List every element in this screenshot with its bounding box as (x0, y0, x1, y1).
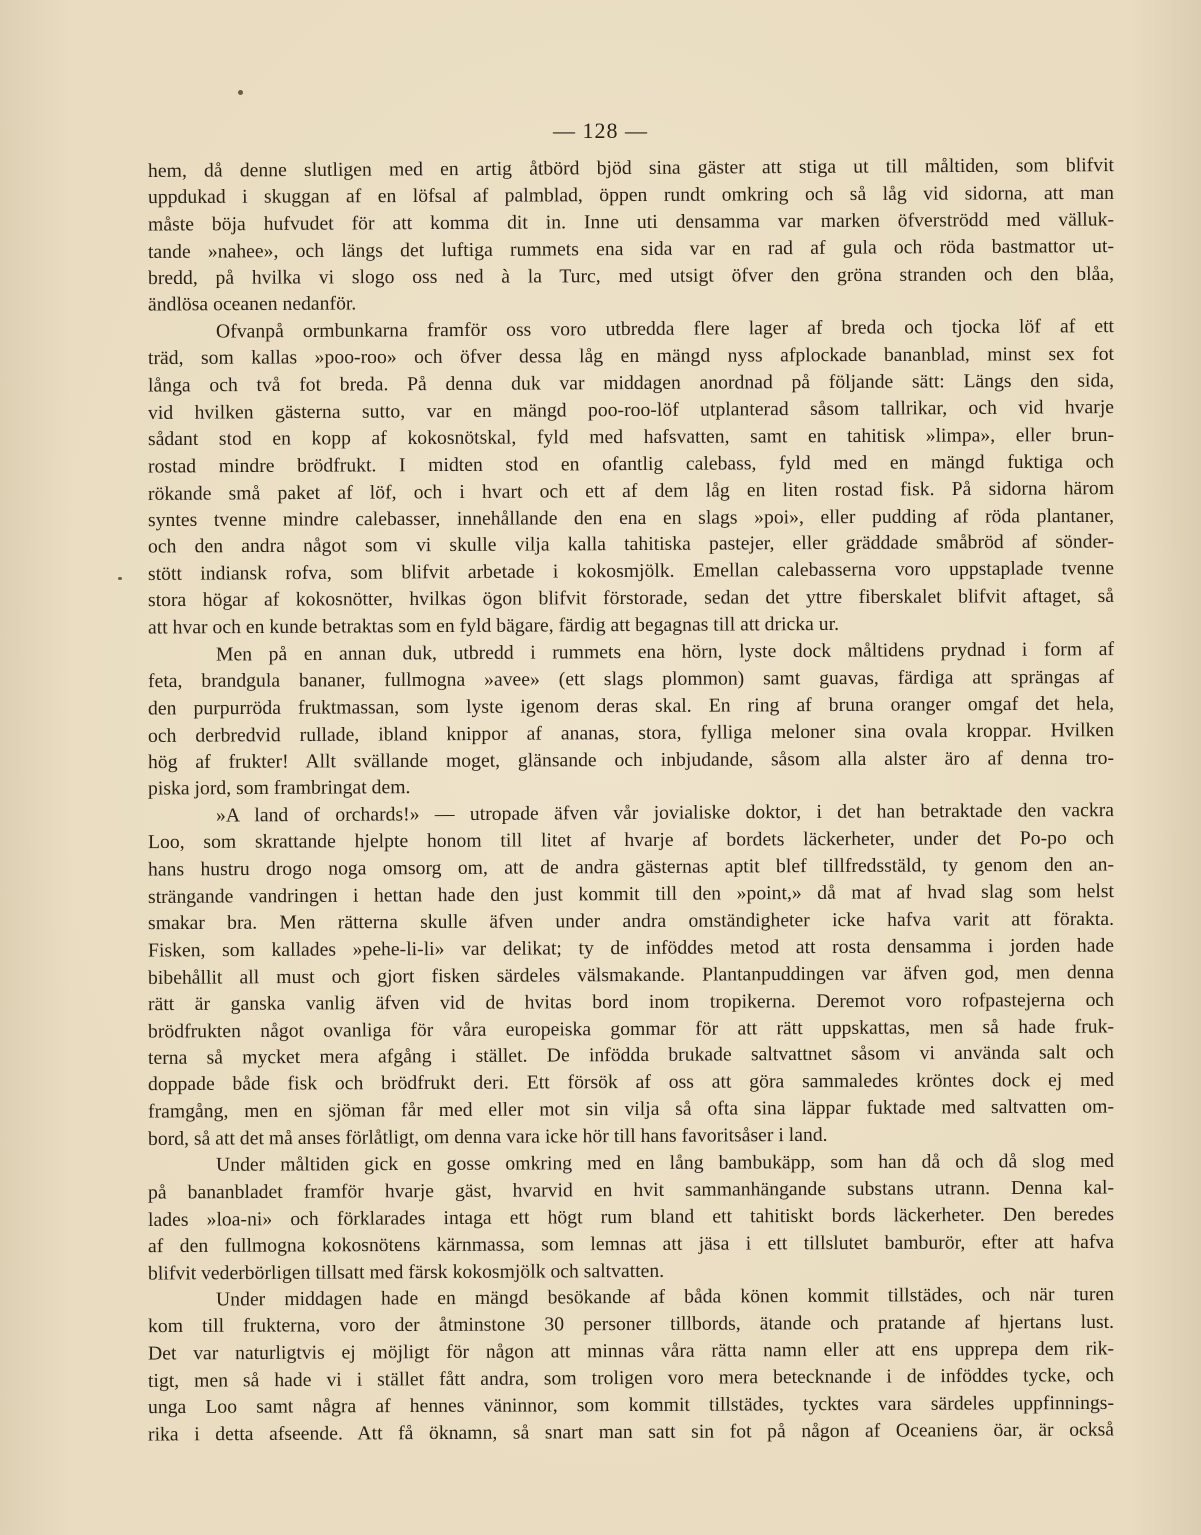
text-line: den purpurröda fruktmassan, som lyste igenom deras skal. En ring af bruna oranger omgaf det hela, (147, 692, 1115, 720)
text-line: Fisken, som kallades »pehe-li-li» var delikat; ty de inföddes metod att rosta densamma i jorden hade (147, 934, 1115, 962)
text-line: måste böja hufvudet för att komma dit in. Inne uti densamma var marken öfverströdd med välluk- (147, 208, 1115, 236)
text-line: hem, då denne slutligen med en artig åtbörd bjöd sina gäster att stiga ut till måltiden, som blifvit (147, 154, 1115, 182)
text-line: träd, som kallas »poo-roo» och öfver dessa låg en mängd nyss afplockade bananblad, minst sex fot (147, 343, 1115, 370)
text-line: och derbredvid rullade, ibland knippor af ananas, stora, fylliga meloner sina ovala kroppar. Hvilken (147, 718, 1115, 747)
text-line: ändlösa oceanen nedanför. (147, 292, 357, 316)
text-line: Loo, som skrattande hjelpte honom till litet af hvarje af bordets läckerheter, under det Po-po och (147, 827, 1115, 854)
text-line: vid hvilken gästerna sutto, var en mängd poo-roo-löf utplanterad såsom tallrikar, och vid hvarje (147, 396, 1115, 424)
text-line: att hvar och en kunde betraktas som en fyld bägare, färdig att begagnas till att dricka ur. (147, 613, 840, 639)
text-line: smakar bra. Men rätterna skulle äfven under andra omständigheter icke hafva varit att förakta. (147, 907, 1115, 935)
text-line: framgång, men en sjöman får med eller mot sin vilja så ofta sina läppar fuktade med saltvatten om- (147, 1095, 1115, 1123)
text-line: bibehållit all must och gjort fisken särdeles välsmakande. Plantanpuddingen var äfven god, men denna (147, 960, 1115, 989)
text-line: rätt är ganska vanlig äfven vid de hvitas bord inom tropikerna. Deremot voro rofpastejerna och (147, 988, 1115, 1015)
page-number: — 128 — (553, 118, 648, 143)
text-line: »A land of orchards!» — utropade äfven vår jovialiske doktor, i det han betraktade den vackra (215, 799, 1115, 827)
text-line: uppdukad i skuggan af en löfsal af palmblad, öppen rundt omkring och så låg vid sidorna, att man (147, 181, 1115, 208)
text-line: tande »nahee», och längs det luftiga rummets ena sida var en rad af gula och röda bastmattor ut- (147, 234, 1115, 263)
text-line: sådant stod en kopp af kokosnötskal, fyld med hafsvatten, samt en tahitisk »limpa», eller brun- (147, 423, 1115, 451)
text-line: rika i detta afseende. Att få öknamn, så snart man satt sin fot på någon af Oceaniens öar, är också (147, 1418, 1115, 1446)
text-line: och den andra något som vi skulle vilja kalla tahitiska pastejer, eller gräddade småbröd af sönder- (147, 530, 1115, 558)
text-line: bredd, på hvilka vi slogo oss ned à la Turc, med utsigt öfver den gröna stranden och den blåa, (147, 262, 1115, 289)
text-line: Under middagen hade en mängd besökande af båda könen kommit tillstädes, och när turen (215, 1283, 1115, 1311)
text-line: unga Loo samt några af hennes väninnor, som kommit tillstädes, tycktes vara särdeles uppfinnings- (147, 1391, 1115, 1419)
text-line: brödfrukten något ovanliga för våra europeiska gommar för att rätt uppskattas, men så hade fruk- (147, 1014, 1115, 1043)
text-line: terna så mycket mera afgång i stället. De infödda brukade saltvattnet såsom vi använda salt och (147, 1041, 1115, 1070)
text-line: blifvit vederbörligen tillsatt med färsk kokosmjölk och saltvatten. (147, 1259, 665, 1285)
text-line: långa och två fot breda. På denna duk var middagen anordnad på följande sätt: Längs den sida, (147, 369, 1115, 397)
text-line: Under måltiden gick en gosse omkring med en lång bambukäpp, som han då och då slog med (215, 1149, 1115, 1176)
text-line: stött indiansk rofva, som blifvit arbetade i kokosmjölk. Emellan calebasserna voro uppstaplade tvenne (147, 557, 1115, 586)
ink-speck (118, 577, 122, 580)
text-line: kom till frukterna, voro der åtminstone 30 personer tillbords, ätande och pratande af hjertans lust. (147, 1311, 1115, 1338)
ink-speck (238, 90, 243, 95)
text-line: bord, så att det må anses förlåtligt, om denna vara icke hör till hans favoritsåser i land. (147, 1123, 828, 1151)
text-line: Ofvanpå ormbunkarna framför oss voro utbredda flere lager af breda och tjocka löf af ett (215, 315, 1115, 343)
text-line: Det var naturligtvis ej möjligt för någon att minnas våra rätta namn eller att ens upprepa dem rik- (147, 1337, 1115, 1365)
text-line: syntes tvenne mindre calebasser, innehållande den ena en slags »poi», eller pudding af röda plantaner, (147, 504, 1115, 531)
text-line: tigt, men så hade vi i stället fått andra, som troligen voro mera betecknande i de inföddes tycke, och (147, 1364, 1115, 1393)
text-line: strängande vandringen i hettan hade den just kommit till den »point,» då mat af hvad slag som helst (147, 880, 1115, 908)
text-line: lades »loa-ni» och förklarades intaga ett högt rum bland ett tahitiskt bords läckerheter. Den beredes (147, 1202, 1115, 1231)
text-line: feta, brandgula bananer, fullmogna »avee» (ett slags plommon) samt guavas, färdiga att sprängas af (147, 665, 1115, 693)
text-line: rostad mindre brödfrukt. I midten stod en ofantlig calebass, fyld med en mängd fuktiga och (147, 450, 1115, 478)
body-text (148, 155, 1114, 1446)
text-line: rökande små paket af löf, och i hvart och ett af dem låg en liten rostad fisk. På sidorna härom (147, 476, 1115, 505)
text-line: hög af frukter! Allt svällande moget, glänsande och inbjudande, såsom alla alster äro af denna tro- (147, 746, 1115, 773)
text-line: Men på en annan duk, utbredd i rummets ena hörn, lyste dock måltidens prydnad i form af (215, 638, 1115, 666)
text-line: hans hustru drogo noga omsorg om, att de andra gästernas aptit blef tillfredsstäld, ty genom den an- (147, 853, 1115, 881)
text-line: på bananbladet framför hvarje gäst, hvarvid en hvit sammanhängande substans utrann. Denna kal- (147, 1176, 1115, 1204)
text-line: af den fullmogna kokosnötens kärnmassa, som lemnas att jäsa i ett tillslutet bamburör, efter att hafva (147, 1230, 1115, 1257)
text-line: stora högar af kokosnötter, hvilkas ögon blifvit förstorade, sedan det yttre fiberskalet blifvit aftaget, så (147, 585, 1115, 612)
text-line: piska jord, som frambringat dem. (147, 776, 411, 801)
text-line: doppade både fisk och brödfrukt deri. Ett försök af oss att göra sammaledes kröntes dock ej med (147, 1069, 1115, 1096)
